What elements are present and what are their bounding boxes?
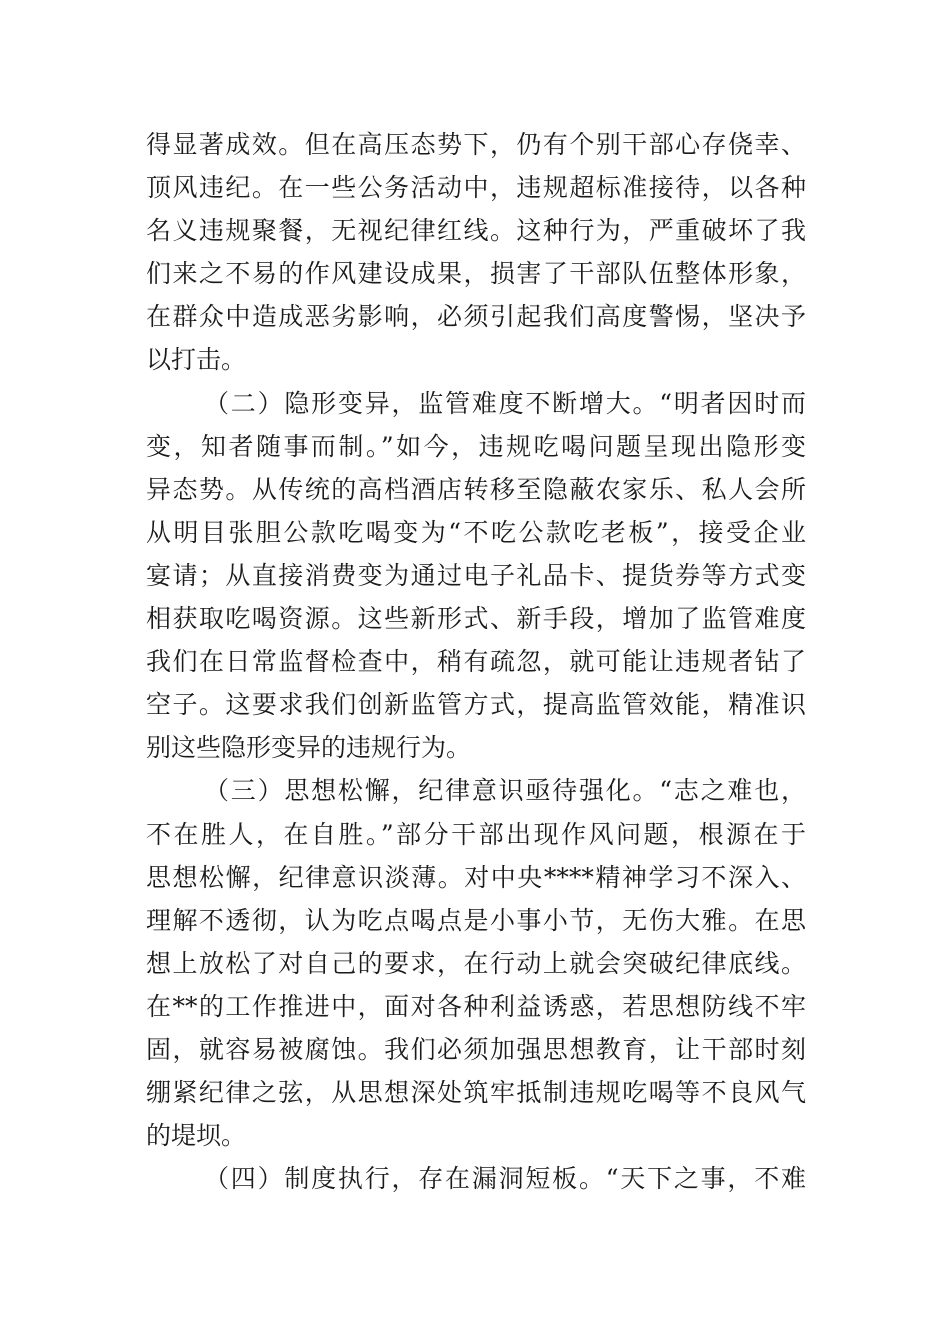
document-body [146,123,806,1200]
text-line: 相获取吃喝资源。这些新形式、新手段，增加了监管难度 [146,604,806,634]
text-line: 异态势。从传统的高档酒店转移至隐蔽农家乐、私人会所 [146,474,806,504]
text-line: 变，知者随事而制。”如今，违规吃喝问题呈现出隐形变 [146,431,806,461]
text-line: 理解不透彻，认为吃点喝点是小事小节，无伤大雅。在思 [146,905,806,935]
text-line: 名义违规聚餐，无视纪律红线。这种行为，严重破坏了我 [146,216,806,246]
text-line: 想上放松了对自己的要求，在行动上就会突破纪律底线。 [146,948,806,978]
paragraph-heading-line: （三）思想松懈，纪律意识亟待强化。“志之难也， [204,776,806,806]
text-line: 们来之不易的作风建设成果，损害了干部队伍整体形象， [146,259,806,289]
text-line: 思想松懈，纪律意识淡薄。对中央****精神学习不深入、 [146,862,806,892]
text-line: 的堤坝。 [146,1121,247,1151]
text-line: 不在胜人，在自胜。”部分干部出现作风问题，根源在于 [146,819,806,849]
text-line: 在**的工作推进中，面对各种利益诱惑，若思想防线不牢 [146,991,806,1021]
paragraph-heading-line: （四）制度执行，存在漏洞短板。“天下之事，不难 [204,1164,806,1194]
text-line: 以打击。 [146,345,247,375]
text-line: 绷紧纪律之弦，从思想深处筑牢抵制违规吃喝等不良风气 [146,1078,806,1108]
text-line: 得显著成效。但在高压态势下，仍有个别干部心存侥幸、 [146,130,806,159]
text-line: 空子。这要求我们创新监管方式，提高监管效能，精准识 [146,690,806,720]
text-line: 从明目张胆公款吃喝变为“不吃公款吃老板”，接受企业 [146,517,806,547]
paragraph-heading-line: （二）隐形变异，监管难度不断增大。“明者因时而 [204,388,806,418]
text-line: 顶风违纪。在一些公务活动中，违规超标准接待，以各种 [146,173,806,203]
text-line: 我们在日常监督检查中，稍有疏忽，就可能让违规者钻了 [146,647,806,677]
text-line: 固，就容易被腐蚀。我们必须加强思想教育，让干部时刻 [146,1034,806,1064]
text-line: 别这些隐形变异的违规行为。 [146,733,472,763]
text-line: 在群众中造成恶劣影响，必须引起我们高度警惕，坚决予 [146,302,806,332]
text-line: 宴请；从直接消费变为通过电子礼品卡、提货券等方式变 [146,560,806,590]
